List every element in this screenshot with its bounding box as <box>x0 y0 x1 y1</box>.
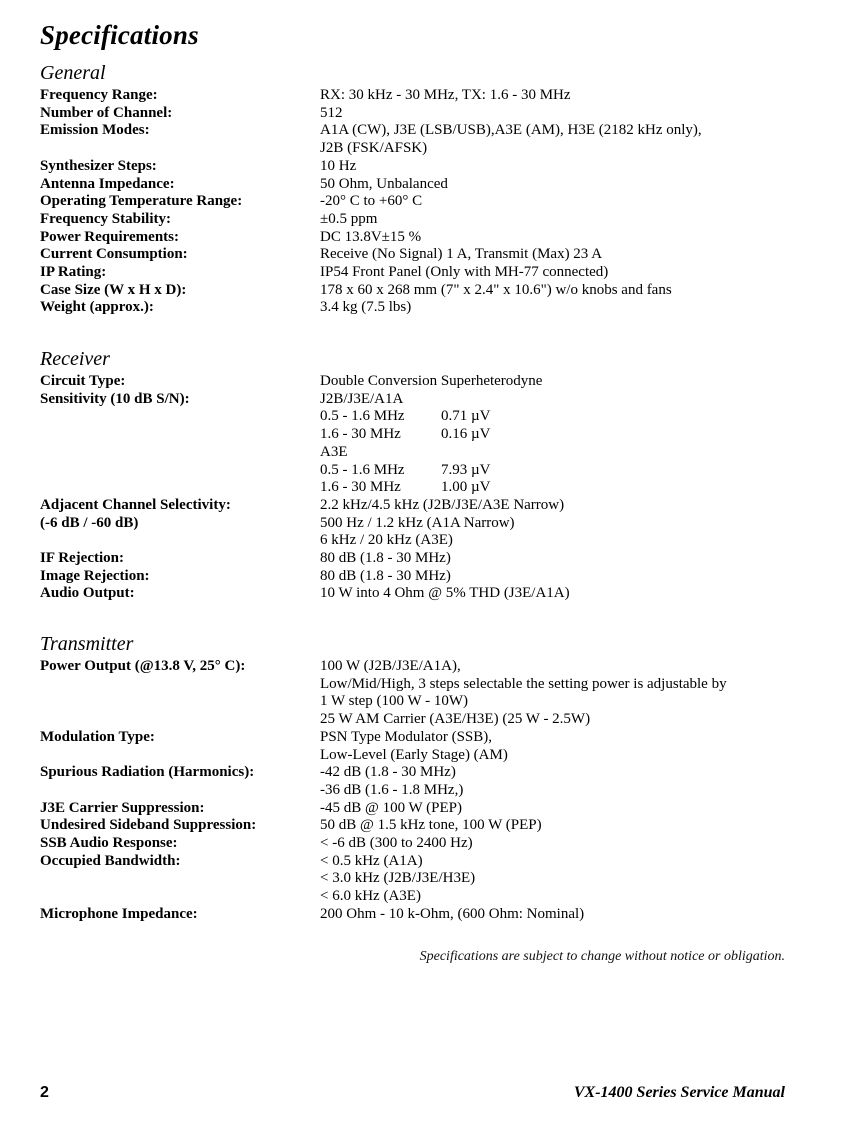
spec-value <box>320 122 830 157</box>
spec-label: Undesired Sideband Suppression: <box>40 817 257 834</box>
spec-row <box>40 764 830 799</box>
spec-row <box>40 800 830 818</box>
spec-label <box>40 497 320 550</box>
spec-row <box>40 211 830 229</box>
spec-value: 3.4 kg (7.5 lbs) <box>320 299 412 316</box>
sensitivity-line <box>320 426 830 444</box>
spec-row <box>40 246 830 264</box>
spec-label: Audio Output: <box>40 585 135 602</box>
sensitivity-line <box>320 479 830 497</box>
spec-value: 80 dB (1.8 - 30 MHz) <box>320 567 451 584</box>
spec-value-line: 1 W step (100 W - 10W) <box>320 693 469 710</box>
spec-row <box>40 373 830 391</box>
sensitivity-band: 1.6 - 30 MHz <box>320 426 401 443</box>
spec-row <box>40 835 830 853</box>
spec-value-line: < 6.0 kHz (A3E) <box>320 888 421 905</box>
spec-value-line: -36 dB (1.6 - 1.8 MHz,) <box>320 781 464 798</box>
sensitivity-mode: A3E <box>320 443 348 460</box>
spec-label: Circuit Type: <box>40 373 126 389</box>
spec-value: 178 x 60 x 268 mm (7" x 2.4" x 10.6") w/o knobs and fans <box>320 281 672 298</box>
spec-value: ±0.5 ppm <box>320 210 378 227</box>
receiver-heading: Receiver <box>40 348 110 370</box>
spec-value: -20° C to +60° C <box>320 193 423 210</box>
spec-row <box>40 585 830 603</box>
spec-value: 50 dB @ 1.5 kHz tone, 100 W (PEP) <box>320 817 542 834</box>
spec-label: Frequency Stability: <box>40 210 171 227</box>
spec-value-line: PSN Type Modulator (SSB), <box>320 728 493 745</box>
spec-label: J3E Carrier Suppression: <box>40 799 205 816</box>
transmitter-heading: Transmitter <box>40 633 134 655</box>
transmitter-section <box>40 633 830 924</box>
spec-label: Emission Modes: <box>40 122 150 139</box>
spec-value-line: 25 W AM Carrier (A3E/H3E) (25 W - 2.5W) <box>320 711 591 728</box>
spec-label: Antenna Impedance: <box>40 175 175 192</box>
spec-value-line: -42 dB (1.8 - 30 MHz) <box>320 764 456 781</box>
spec-row <box>40 299 830 317</box>
page-title: Specifications <box>40 20 199 50</box>
spec-row <box>40 550 830 568</box>
spec-row <box>40 497 830 550</box>
spec-row <box>40 906 830 924</box>
spec-value: -45 dB @ 100 W (PEP) <box>320 799 463 816</box>
general-section <box>40 62 830 317</box>
spec-value-line: 6 kHz / 20 kHz (A3E) <box>320 532 453 549</box>
spec-value: Receive (No Signal) 1 A, Transmit (Max) 23 A <box>320 246 603 263</box>
spec-label: Modulation Type: <box>40 728 155 745</box>
spec-label: SSB Audio Response: <box>40 835 178 852</box>
sensitivity-value: 0.16 µV <box>441 426 491 443</box>
spec-value-line: < 0.5 kHz (A1A) <box>320 852 423 869</box>
spec-value <box>320 391 830 497</box>
spec-label: IF Rejection: <box>40 550 124 567</box>
spec-value-line: 100 W (J2B/J3E/A1A), <box>320 658 461 674</box>
spec-value: < -6 dB (300 to 2400 Hz) <box>320 835 473 852</box>
spec-value: 512 <box>320 104 343 121</box>
spec-value: DC 13.8V±15 % <box>320 228 422 245</box>
spec-value: 10 Hz <box>320 157 357 174</box>
spec-label: Microphone Impedance: <box>40 905 198 922</box>
spec-value-line: Low-Level (Early Stage) (AM) <box>320 746 508 763</box>
spec-row <box>40 658 830 729</box>
sensitivity-band: 0.5 - 1.6 MHz <box>320 461 405 478</box>
spec-value-line: A1A (CW), J3E (LSB/USB),A3E (AM), H3E (2182 kHz only), <box>320 122 702 139</box>
spec-value <box>320 764 830 799</box>
spec-row <box>40 264 830 282</box>
spec-value-line: < 3.0 kHz (J2B/J3E/H3E) <box>320 870 476 887</box>
spec-row <box>40 193 830 211</box>
spec-label: Case Size (W x H x D): <box>40 281 187 298</box>
spec-value-line: Low/Mid/High, 3 steps selectable the setting power is adjustable by <box>320 675 727 692</box>
spec-value: Double Conversion Superheterodyne <box>320 373 543 389</box>
spec-value <box>320 853 830 906</box>
spec-label: Operating Temperature Range: <box>40 193 243 210</box>
spec-value: IP54 Front Panel (Only with MH-77 connected) <box>320 264 609 281</box>
manual-title: VX-1400 Series Service Manual <box>573 1084 785 1101</box>
spec-label-line: Adjacent Channel Selectivity: <box>40 496 231 513</box>
spec-label: Spurious Radiation (Harmonics): <box>40 764 255 781</box>
spec-row <box>40 229 830 247</box>
spec-label: Occupied Bandwidth: <box>40 852 181 869</box>
spec-row <box>40 158 830 176</box>
spec-label: Weight (approx.): <box>40 299 154 316</box>
page-number: 2 <box>40 1084 49 1101</box>
spec-value: 50 Ohm, Unbalanced <box>320 175 448 192</box>
spec-value-line: 2.2 kHz/4.5 kHz (J2B/J3E/A3E Narrow) <box>320 496 565 513</box>
spec-row <box>40 853 830 906</box>
spec-value <box>320 729 830 764</box>
spec-label: Power Output (@13.8 V, 25° C): <box>40 658 246 674</box>
spec-row <box>40 729 830 764</box>
spec-row <box>40 122 830 157</box>
spec-label-line: (-6 dB / -60 dB) <box>40 514 139 531</box>
spec-label: Current Consumption: <box>40 246 188 263</box>
spec-label: Synthesizer Steps: <box>40 157 157 174</box>
sensitivity-line <box>320 462 830 480</box>
spec-label: Frequency Range: <box>40 87 158 103</box>
spec-row <box>40 282 830 300</box>
spec-label: IP Rating: <box>40 264 107 281</box>
spec-value <box>320 497 830 550</box>
spec-row <box>40 391 830 497</box>
spec-row <box>40 105 830 123</box>
sensitivity-line <box>320 408 830 426</box>
spec-label: Number of Channel: <box>40 104 173 121</box>
sensitivity-value: 0.71 µV <box>441 408 491 425</box>
receiver-section <box>40 348 830 603</box>
spec-value: RX: 30 kHz - 30 MHz, TX: 1.6 - 30 MHz <box>320 87 571 103</box>
disclaimer-note: Specifications are subject to change without notice or obligation. <box>419 949 785 964</box>
spec-value <box>320 658 830 729</box>
general-heading: General <box>40 62 106 84</box>
spec-row <box>40 87 830 105</box>
spec-value: 200 Ohm - 10 k-Ohm, (600 Ohm: Nominal) <box>320 905 585 922</box>
spec-label: Power Requirements: <box>40 228 179 245</box>
sensitivity-band: 0.5 - 1.6 MHz <box>320 408 405 425</box>
spec-value: 80 dB (1.8 - 30 MHz) <box>320 550 451 567</box>
spec-row <box>40 568 830 586</box>
sensitivity-value: 1.00 µV <box>441 479 491 496</box>
spec-label: Image Rejection: <box>40 567 150 584</box>
spec-value-line: J2B (FSK/AFSK) <box>320 140 428 157</box>
spec-row <box>40 176 830 194</box>
sensitivity-value: 7.93 µV <box>441 461 491 478</box>
sensitivity-mode: J2B/J3E/A1A <box>320 390 404 407</box>
sensitivity-band: 1.6 - 30 MHz <box>320 479 401 496</box>
spec-label: Sensitivity (10 dB S/N): <box>40 390 190 407</box>
spec-row <box>40 817 830 835</box>
spec-value-line: 500 Hz / 1.2 kHz (A1A Narrow) <box>320 514 515 531</box>
spec-value: 10 W into 4 Ohm @ 5% THD (J3E/A1A) <box>320 585 570 602</box>
